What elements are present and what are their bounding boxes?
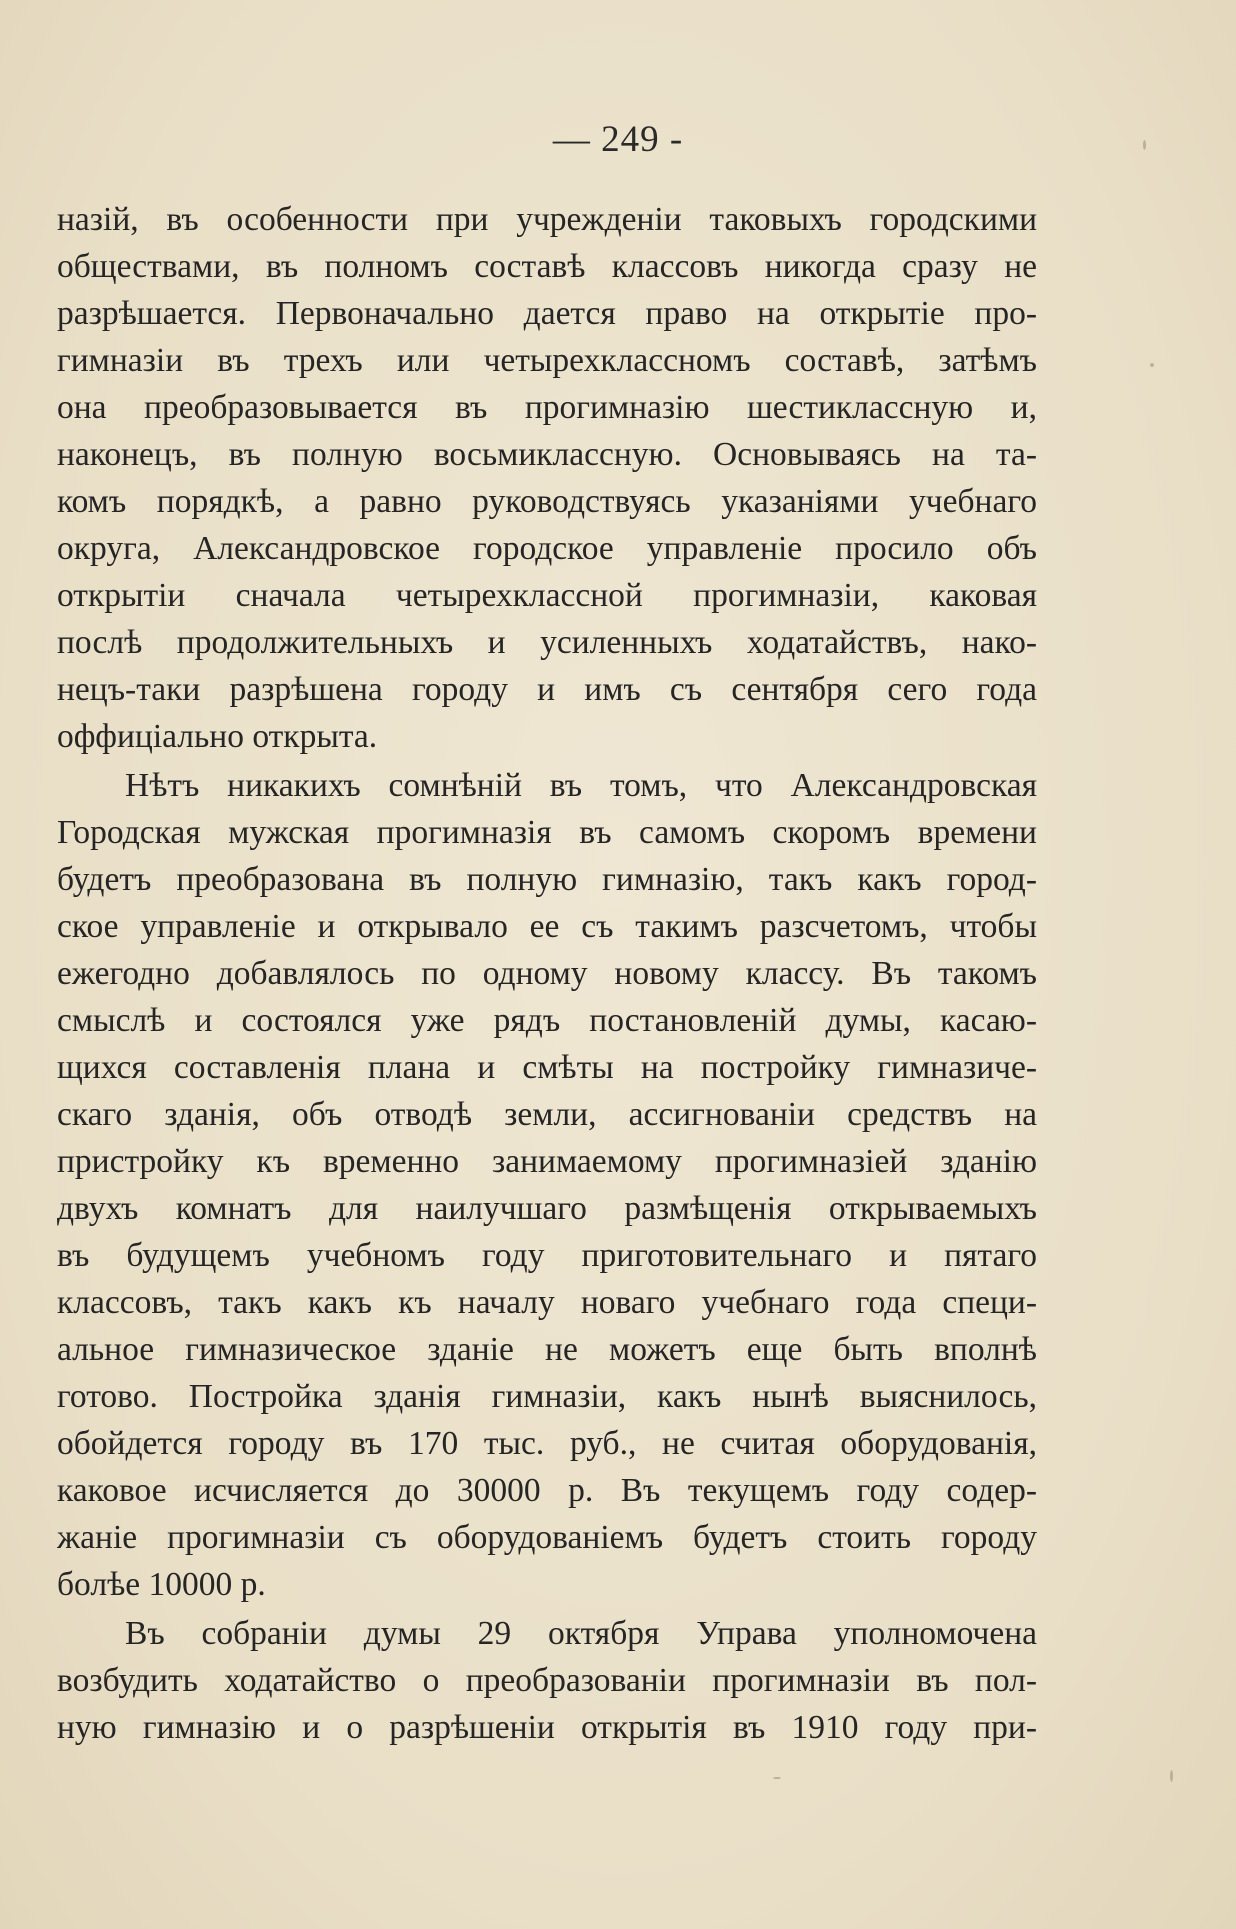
text-line: двухъ комнатъ для наилучшаго размѣщенія открываемыхъ xyxy=(57,1190,1037,1227)
paragraph-1 xyxy=(57,196,1037,760)
text-line: Въ собраніи думы 29 октября Управа уполномочена xyxy=(125,1615,1037,1652)
text-line: щихся составленія плана и смѣты на постройку гимназиче- xyxy=(57,1049,1037,1086)
text-line: будетъ преобразована въ полную гимназію, такъ какъ город- xyxy=(57,861,1037,898)
text-line: болѣе 10000 р. xyxy=(57,1566,266,1603)
text-line: ную гимназію и о разрѣшеніи открытія въ 1910 году при- xyxy=(57,1709,1037,1746)
text-line: ское управленіе и открывало ее съ такимъ разсчетомъ, чтобы xyxy=(57,908,1037,945)
text-line: комъ порядкѣ, а равно руководствуясь указаніями учебнаго xyxy=(57,483,1037,520)
text-line: гимназіи въ трехъ или четырехклассномъ составѣ, затѣмъ xyxy=(57,342,1037,379)
scan-speck xyxy=(1170,1770,1173,1782)
text-line: послѣ продолжительныхъ и усиленныхъ ходатайствъ, нако- xyxy=(57,624,1037,661)
text-line: альное гимназическое зданіе не можетъ еще быть вполнѣ xyxy=(57,1331,1037,1368)
scan-speck xyxy=(773,1777,781,1779)
scan-speck xyxy=(1150,363,1154,367)
text-line: открытіи сначала четырехклассной прогимназіи, каковая xyxy=(57,577,1037,614)
text-line: назій, въ особенности при учрежденіи таковыхъ городскими xyxy=(57,201,1037,238)
text-line: нецъ-таки разрѣшена городу и имъ съ сентября сего года xyxy=(57,671,1037,708)
text-line: возбудить ходатайство о преобразованіи прогимназіи въ пол- xyxy=(57,1662,1037,1699)
text-line: она преобразовывается въ прогимназію шестиклассную и, xyxy=(57,389,1037,426)
paragraph-3 xyxy=(57,1610,1037,1751)
text-line: въ будущемъ учебномъ году приготовительнаго и пятаго xyxy=(57,1237,1037,1274)
scan-speck xyxy=(1143,140,1146,150)
text-line: готово. Постройка зданія гимназіи, какъ нынѣ выяснилось, xyxy=(57,1378,1037,1415)
text-line: ежегодно добавлялось по одному новому классу. Въ такомъ xyxy=(57,955,1037,992)
text-line: Нѣтъ никакихъ сомнѣній въ томъ, что Александровская xyxy=(125,767,1037,804)
text-line: оффиціально открыта. xyxy=(57,718,378,755)
text-line: жаніе прогимназіи съ оборудованіемъ будетъ стоить городу xyxy=(57,1519,1037,1556)
text-line: наконецъ, въ полную восьмиклассную. Основываясь на та- xyxy=(57,436,1037,473)
page-number: — 249 - xyxy=(552,119,684,160)
body-text xyxy=(57,196,1037,1751)
text-line: округа, Александровское городское управленіе просило объ xyxy=(57,530,1037,567)
text-line: Городская мужская прогимназія въ самомъ скоромъ времени xyxy=(57,814,1037,851)
text-line: обществами, въ полномъ составѣ классовъ никогда сразу не xyxy=(57,248,1037,285)
text-line: разрѣшается. Первоначально дается право на открытіе про- xyxy=(57,295,1037,332)
text-line: классовъ, такъ какъ къ началу новаго учебнаго года специ- xyxy=(57,1284,1037,1321)
text-line: скаго зданія, объ отводѣ земли, ассигнованіи средствъ на xyxy=(57,1096,1037,1133)
text-line: смыслѣ и состоялся уже рядъ постановленій думы, касаю- xyxy=(57,1002,1037,1039)
paragraph-2 xyxy=(57,762,1037,1608)
text-line: каковое исчисляется до 30000 р. Въ текущемъ году содер- xyxy=(57,1472,1037,1509)
text-line: обойдется городу въ 170 тыс. руб., не считая оборудованія, xyxy=(57,1425,1037,1462)
text-line: пристройку къ временно занимаемому прогимназіей зданію xyxy=(57,1143,1037,1180)
